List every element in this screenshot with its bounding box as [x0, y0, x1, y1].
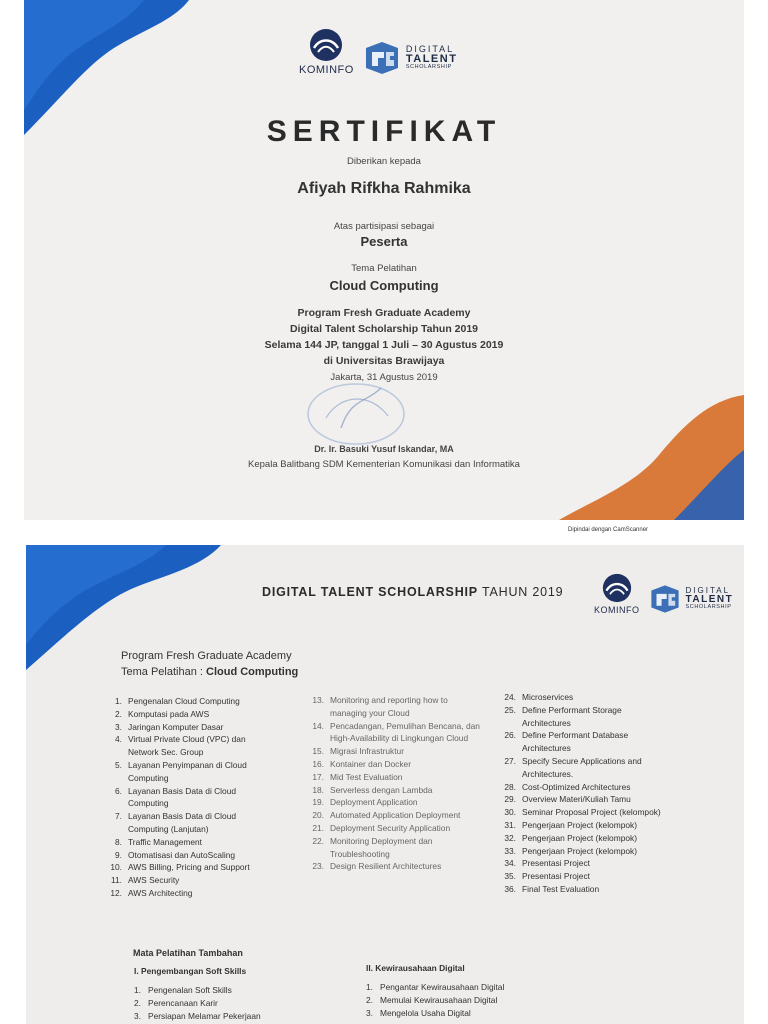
dts-cube-icon — [648, 583, 682, 615]
list-item — [104, 695, 276, 708]
list-item-text: Presentasi Project — [522, 871, 590, 882]
list-item-text: Migrasi Infrastruktur — [330, 746, 404, 757]
list-item-text: Pengerjaan Project (kelompok) — [522, 845, 637, 856]
list-item — [306, 822, 481, 835]
list-item-number: 15. — [312, 746, 324, 757]
list-item-number: 31. — [504, 819, 516, 830]
list-item — [498, 832, 663, 845]
list-item-text: Specify Secure Applications and Architectures. — [522, 755, 642, 779]
list-item-number: 18. — [312, 784, 324, 795]
list-item — [306, 771, 481, 784]
list-item-number: 33. — [504, 845, 516, 856]
list-item-text: Persiapan Melamar Pekerjaan — [148, 1011, 261, 1021]
list-item-number: 7. — [115, 811, 122, 822]
list-item-number: 26. — [504, 730, 516, 741]
list-item-text: Seminar Proposal Project (kelompok) — [522, 807, 661, 818]
list-item-text: Mid Test Evaluation — [330, 771, 403, 782]
certificate-title: SERTIFIKAT — [266, 115, 502, 148]
list-item-number: 16. — [312, 758, 324, 769]
participant-role: Peserta — [360, 234, 408, 249]
recipient-name: Afiyah Rifkha Rahmika — [297, 180, 471, 197]
list-item-number: 1. — [366, 982, 373, 992]
list-item — [498, 857, 663, 870]
list-item-text: Virtual Private Cloud (VPC) dan Network Sec. Group — [128, 734, 246, 758]
list-item-text: Design Resilient Architectures — [330, 861, 442, 872]
list-item — [104, 708, 276, 721]
list-item-text: Otomatisasi dan AutoScaling — [128, 849, 236, 860]
list-item-number: 2. — [134, 998, 141, 1008]
list-item — [366, 994, 586, 1007]
back-header-bold: DIGITAL TALENT SCHOLARSHIP — [262, 585, 478, 599]
list-item-number: 2. — [115, 708, 122, 719]
back-logo-block — [594, 573, 733, 615]
list-item-number: 28. — [504, 781, 516, 792]
list-item-text: Presentasi Project — [522, 858, 590, 869]
list-item-number: 1. — [134, 985, 141, 995]
list-item — [306, 720, 481, 746]
soft-skills-heading: I. Pengembangan Soft Skills — [134, 966, 247, 976]
kominfo-label: KOMINFO — [594, 605, 640, 615]
list-item-number: 5. — [115, 759, 122, 770]
list-item-number: 24. — [504, 692, 516, 702]
back-header-year: TAHUN 2019 — [477, 585, 564, 599]
extra-courses-heading: Mata Pelatihan Tambahan — [133, 948, 243, 958]
list-item — [134, 984, 334, 997]
list-item-text: Monitoring Deployment dan Troubleshooting — [330, 835, 433, 859]
dts-line3: SCHOLARSHIP — [405, 64, 452, 71]
list-item-number: 6. — [115, 785, 122, 796]
orange-wave-decoration — [534, 395, 744, 520]
certificate-front — [24, 0, 744, 520]
list-item-number: 35. — [504, 871, 516, 882]
list-item-number: 36. — [504, 883, 516, 894]
list-item-number: 21. — [312, 822, 324, 833]
list-item — [498, 691, 663, 704]
kominfo-emblem-icon — [306, 28, 346, 62]
list-item — [498, 793, 663, 806]
list-item — [498, 755, 663, 781]
list-item — [306, 835, 481, 861]
logo-block — [299, 28, 457, 76]
list-item-number: 12. — [110, 887, 122, 898]
list-item-number: 3. — [115, 721, 122, 732]
list-item — [498, 819, 663, 832]
list-item-number: 13. — [312, 695, 324, 705]
soft-skills-section — [134, 965, 334, 1023]
list-item-number: 2. — [366, 995, 373, 1005]
list-item-text: Komputasi pada AWS — [128, 708, 210, 719]
list-item-text: Memulai Kewirausahaan Digital — [380, 995, 498, 1005]
list-item — [306, 758, 481, 771]
list-item-text: Define Performant Storage Architectures — [522, 704, 622, 728]
place-date: Jakarta, 31 Agustus 2019 — [330, 372, 438, 383]
list-item-text: Layanan Basis Data di Cloud Computing (Lanjutan) — [128, 811, 237, 834]
list-item-text: Kontainer dan Docker — [330, 758, 412, 769]
list-item — [104, 861, 276, 874]
list-item-text: Final Test Evaluation — [522, 883, 600, 894]
list-item-number: 4. — [115, 734, 122, 745]
list-item — [366, 981, 586, 994]
list-item — [306, 694, 481, 720]
list-item — [104, 810, 276, 836]
list-item-text: Automated Application Deployment — [330, 810, 461, 821]
curriculum-column-1 — [104, 695, 276, 900]
list-item-number: 17. — [312, 771, 324, 782]
entrepreneurship-heading: II. Kewirausahaan Digital — [366, 963, 465, 973]
list-item-number: 30. — [504, 807, 516, 818]
list-item — [134, 997, 334, 1010]
list-item — [104, 887, 276, 900]
list-item — [104, 874, 276, 887]
back-header — [262, 585, 563, 599]
list-item-number: 32. — [504, 832, 516, 843]
list-item-number: 1. — [115, 696, 122, 706]
theme-label: Tema Pelatihan — [351, 263, 417, 274]
list-item-text: Cost-Optimized Architectures — [522, 781, 631, 792]
list-item-number: 19. — [312, 797, 324, 808]
list-item — [498, 781, 663, 794]
list-item-number: 20. — [312, 810, 324, 821]
list-item-text: Pengenalan Cloud Computing — [128, 696, 240, 706]
list-item-number: 11. — [110, 875, 122, 886]
list-item-text: Pencadangan, Pemulihan Bencana, dan High-Availability di Lingkungan Cloud — [330, 720, 480, 744]
dts-logo — [648, 583, 734, 615]
dts-line2: TALENT — [685, 594, 734, 606]
certificate-back — [26, 545, 744, 1024]
program-line: di Universitas Brawijaya — [323, 355, 445, 367]
dts-logo — [362, 40, 458, 76]
curriculum-column-2 — [306, 694, 481, 873]
program-details — [24, 305, 744, 369]
list-item-text: Traffic Management — [128, 836, 203, 847]
list-item — [306, 860, 481, 873]
list-item-text: Mengelola Usaha Digital — [380, 1008, 471, 1018]
list-item-text: Define Performant Database Architectures — [522, 730, 629, 754]
kominfo-logo — [594, 573, 640, 615]
list-item — [498, 870, 663, 883]
list-item-text: Deployment Security Application — [330, 822, 451, 833]
list-item-number: 3. — [366, 1008, 373, 1018]
dts-cube-icon — [362, 40, 402, 76]
list-item — [498, 704, 663, 730]
list-item-number: 29. — [504, 794, 516, 805]
list-item-number: 25. — [504, 704, 516, 715]
list-item-text: Pengerjaan Project (kelompok) — [522, 832, 637, 843]
dts-line3: SCHOLARSHIP — [685, 604, 732, 611]
kominfo-label: KOMINFO — [299, 64, 354, 76]
list-item — [104, 836, 276, 849]
list-item — [498, 729, 663, 755]
list-item — [104, 849, 276, 862]
program-line: Program Fresh Graduate Academy — [297, 307, 471, 319]
list-item-text: Jaringan Komputer Dasar — [128, 721, 224, 732]
back-theme-name: Cloud Computing — [206, 666, 299, 678]
list-item-number: 9. — [115, 849, 122, 860]
dts-line1: DIGITAL — [685, 586, 731, 596]
list-item — [498, 845, 663, 858]
list-item-number: 3. — [134, 1011, 141, 1021]
list-item-number: 34. — [504, 858, 516, 869]
list-item — [498, 806, 663, 819]
signatory-name: Dr. Ir. Basuki Yusuf Iskandar, MA — [314, 444, 454, 454]
list-item — [104, 721, 276, 734]
back-theme-line — [121, 664, 298, 680]
list-item — [134, 1010, 334, 1023]
program-line: Digital Talent Scholarship Tahun 2019 — [289, 323, 479, 335]
list-item — [366, 1007, 586, 1020]
list-item-text: Layanan Penyimpanan di Cloud Computing — [128, 759, 247, 783]
scanner-watermark: Dipindai dengan CamScanner — [568, 527, 649, 533]
list-item — [498, 883, 663, 896]
back-program-name: Program Fresh Graduate Academy — [121, 650, 292, 662]
list-item-number: 14. — [312, 720, 324, 731]
kominfo-logo — [299, 28, 354, 76]
list-item — [104, 759, 276, 785]
kominfo-emblem-icon — [599, 573, 635, 603]
back-theme-prefix: Tema Pelatihan : — [121, 666, 206, 678]
program-line: Selama 144 JP, tanggal 1 Juli – 30 Agustus 2019 — [264, 339, 504, 351]
list-item-text: Perencanaan Karir — [148, 998, 218, 1008]
signatory-title: Kepala Balitbang SDM Kementerian Komunikasi dan Informatika — [248, 459, 520, 470]
back-program-info — [121, 648, 298, 680]
training-theme: Cloud Computing — [329, 278, 439, 293]
dts-line1: DIGITAL — [405, 44, 455, 55]
list-item-text: Pengantar Kewirausahaan Digital — [380, 982, 505, 992]
dts-line2: TALENT — [405, 53, 458, 66]
list-item-text: Serverless dengan Lambda — [330, 784, 433, 795]
list-item-text: AWS Security — [128, 875, 180, 886]
list-item-number: 22. — [312, 835, 324, 846]
list-item-number: 8. — [115, 836, 122, 847]
list-item — [104, 785, 276, 811]
list-item-text: Monitoring and reporting how to managing your Cloud — [330, 695, 448, 718]
list-item-text: Layanan Basis Data di Cloud Computing — [128, 785, 237, 809]
list-item — [104, 733, 276, 759]
list-item-text: AWS Billing, Pricing and Support — [128, 862, 250, 873]
list-item-text: Deployment Application — [330, 797, 418, 808]
curriculum-column-3 — [498, 691, 663, 896]
list-item — [306, 784, 481, 797]
list-item-text: Pengerjaan Project (kelompok) — [522, 819, 637, 830]
entrepreneurship-section — [366, 962, 586, 1020]
list-item — [306, 809, 481, 822]
list-item — [306, 745, 481, 758]
list-item-number: 10. — [110, 862, 122, 873]
list-item-number: 23. — [312, 861, 324, 872]
official-stamp-seal — [296, 378, 416, 448]
list-item-text: Overview Materi/Kuliah Tamu — [522, 794, 631, 805]
list-item-number: 27. — [504, 755, 516, 766]
list-item-text: AWS Architecting — [128, 887, 193, 898]
participation-label: Atas partisipasi sebagai — [333, 221, 435, 232]
list-item — [306, 796, 481, 809]
list-item-text: Pengenalan Soft Skills — [148, 985, 232, 995]
given-to-label: Diberikan kepada — [347, 156, 421, 167]
list-item-text: Microservices — [522, 692, 574, 702]
